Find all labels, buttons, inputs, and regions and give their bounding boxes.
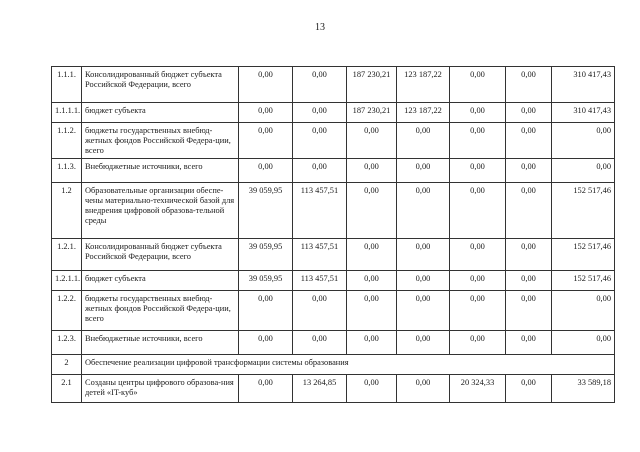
row-value: 113 457,51 — [293, 271, 347, 291]
row-value: 0,00 — [450, 159, 506, 183]
row-value: 0,00 — [506, 103, 552, 123]
row-name: бюджеты государственных внебюд-жетных фондов Российской Федера-ции, всего — [82, 123, 239, 159]
row-name: Внебюджетные источники, всего — [82, 331, 239, 355]
row-value: 0,00 — [347, 159, 397, 183]
row-value: 0,00 — [450, 183, 506, 239]
table-row — [52, 375, 615, 403]
row-value: 0,00 — [397, 183, 450, 239]
row-name: Созданы центры цифрового образова-ния детей «IT-куб» — [82, 375, 239, 403]
row-name: бюджеты государственных внебюд-жетных фондов Российской Федера-ции, всего — [82, 291, 239, 331]
table-row — [52, 239, 615, 271]
row-code: 1.2.1. — [52, 239, 82, 271]
row-code: 1.2 — [52, 183, 82, 239]
row-value: 0,00 — [506, 375, 552, 403]
section-code: 2 — [52, 355, 82, 375]
row-code: 1.1.2. — [52, 123, 82, 159]
budget-table — [51, 66, 615, 403]
row-value: 187 230,21 — [347, 103, 397, 123]
row-code: 1.2.3. — [52, 331, 82, 355]
row-value: 0,00 — [347, 375, 397, 403]
row-value: 39 059,95 — [239, 271, 293, 291]
row-name: бюджет субъекта — [82, 103, 239, 123]
row-value: 39 059,95 — [239, 183, 293, 239]
table-row — [52, 159, 615, 183]
row-value: 152 517,46 — [552, 239, 615, 271]
row-value: 0,00 — [293, 67, 347, 103]
row-value: 0,00 — [347, 123, 397, 159]
row-code: 1.2.1.1. — [52, 271, 82, 291]
row-value: 0,00 — [239, 103, 293, 123]
table-row — [52, 67, 615, 103]
row-value: 0,00 — [239, 331, 293, 355]
row-value: 0,00 — [552, 159, 615, 183]
row-code: 1.2.2. — [52, 291, 82, 331]
table-row — [52, 271, 615, 291]
row-name: Образовательные организации обеспе-чены материально-технической базой для внедрения цифровой образова-тельной среды — [82, 183, 239, 239]
row-value: 0,00 — [450, 67, 506, 103]
row-value: 0,00 — [506, 67, 552, 103]
row-value: 20 324,33 — [450, 375, 506, 403]
row-value: 13 264,85 — [293, 375, 347, 403]
table-row — [52, 103, 615, 123]
page-number: 13 — [315, 22, 325, 33]
row-code: 1.1.3. — [52, 159, 82, 183]
row-code: 2.1 — [52, 375, 82, 403]
row-code: 1.1.1.1. — [52, 103, 82, 123]
row-name: Консолидированный бюджет субъекта Российской Федерации, всего — [82, 239, 239, 271]
row-value: 0,00 — [506, 331, 552, 355]
row-value: 123 187,22 — [397, 67, 450, 103]
row-value: 152 517,46 — [552, 183, 615, 239]
row-value: 0,00 — [397, 331, 450, 355]
row-value: 0,00 — [397, 271, 450, 291]
row-value: 0,00 — [239, 159, 293, 183]
row-value: 123 187,22 — [397, 103, 450, 123]
row-value: 0,00 — [347, 291, 397, 331]
row-value: 0,00 — [450, 331, 506, 355]
row-value: 0,00 — [397, 291, 450, 331]
row-value: 0,00 — [347, 239, 397, 271]
row-value: 0,00 — [347, 183, 397, 239]
row-value: 0,00 — [293, 103, 347, 123]
row-value: 0,00 — [450, 291, 506, 331]
row-value: 0,00 — [506, 183, 552, 239]
row-value: 0,00 — [293, 291, 347, 331]
section-row — [52, 355, 615, 375]
row-value: 187 230,21 — [347, 67, 397, 103]
row-value: 310 417,43 — [552, 103, 615, 123]
row-value: 0,00 — [506, 271, 552, 291]
row-value: 0,00 — [239, 67, 293, 103]
row-value: 310 417,43 — [552, 67, 615, 103]
section-title: Обеспечение реализации цифровой трансформации системы образования — [82, 355, 615, 375]
row-value: 0,00 — [450, 239, 506, 271]
table-row — [52, 291, 615, 331]
row-value: 0,00 — [397, 239, 450, 271]
row-value: 0,00 — [506, 239, 552, 271]
row-value: 0,00 — [450, 123, 506, 159]
row-value: 0,00 — [397, 375, 450, 403]
row-value: 0,00 — [552, 291, 615, 331]
row-name: бюджет субъекта — [82, 271, 239, 291]
row-value: 0,00 — [450, 103, 506, 123]
row-value: 0,00 — [239, 123, 293, 159]
row-value: 0,00 — [397, 123, 450, 159]
row-name: Внебюджетные источники, всего — [82, 159, 239, 183]
row-value: 0,00 — [293, 159, 347, 183]
table-row — [52, 331, 615, 355]
row-code: 1.1.1. — [52, 67, 82, 103]
table-row — [52, 183, 615, 239]
row-value: 113 457,51 — [293, 239, 347, 271]
row-value: 0,00 — [397, 159, 450, 183]
row-value: 0,00 — [552, 123, 615, 159]
row-value: 0,00 — [506, 291, 552, 331]
table-row — [52, 123, 615, 159]
row-value: 0,00 — [239, 375, 293, 403]
row-value: 0,00 — [506, 123, 552, 159]
row-value: 152 517,46 — [552, 271, 615, 291]
row-value: 39 059,95 — [239, 239, 293, 271]
row-value: 0,00 — [239, 291, 293, 331]
row-value: 0,00 — [293, 331, 347, 355]
row-value: 0,00 — [347, 331, 397, 355]
row-value: 0,00 — [552, 331, 615, 355]
row-value: 0,00 — [506, 159, 552, 183]
row-value: 113 457,51 — [293, 183, 347, 239]
row-value: 0,00 — [293, 123, 347, 159]
row-value: 0,00 — [450, 271, 506, 291]
row-value: 33 589,18 — [552, 375, 615, 403]
row-value: 0,00 — [347, 271, 397, 291]
row-name: Консолидированный бюджет субъекта Российской Федерации, всего — [82, 67, 239, 103]
